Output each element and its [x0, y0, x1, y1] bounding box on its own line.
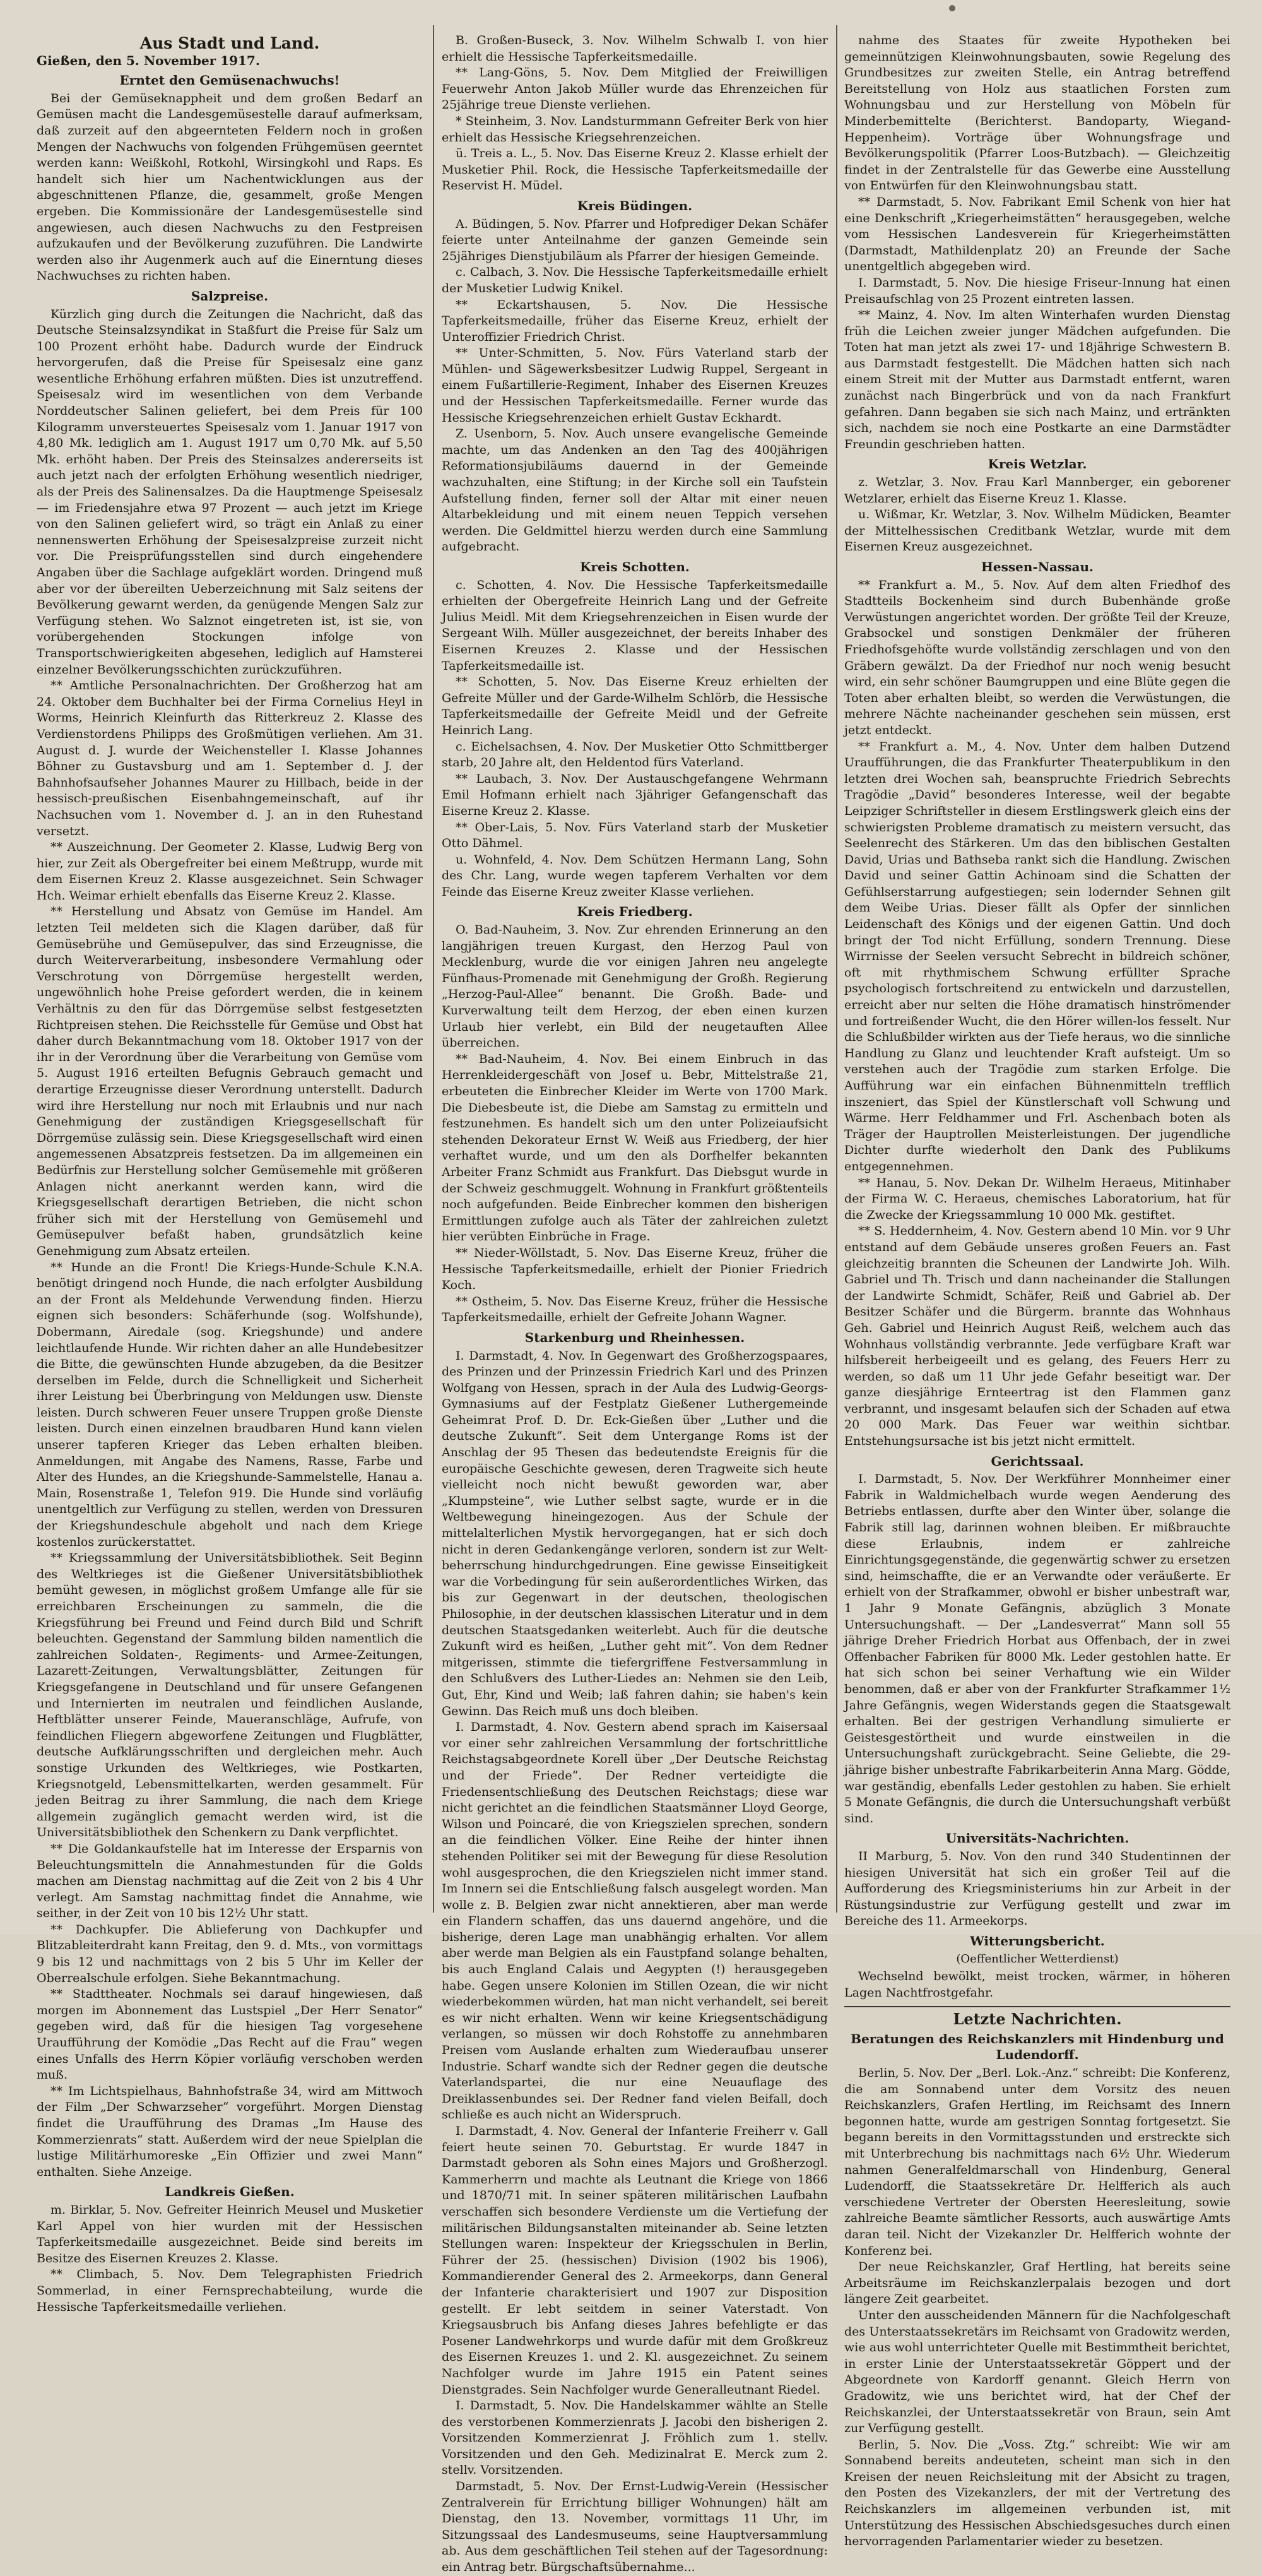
article-paragraph: ** Frankfurt a. M., 5. Nov. Auf dem alten Friedhof des Stadtteils Bockenheim sind durch Bubenhände große Verwüstungen angerichtet worden. Der größte Teil der Kreuze, Grabsockel und sonstigen Denkmäler der früheren Friedhofsgehöfte wurde vollständig zerschlagen und von den Gräbern gewälzt. Da der Friedhof nur noch wenig besucht wird, ein sehr schöner Baumgruppen und eine Blüte gegen die Toten aber erhalten bleibt, so werden die Verwüstungen, die mehrere Nächte nacheinander geschehen sein müssen, erst jetzt entdeckt.	[844, 578, 1230, 737]
article-paragraph: ** Auszeichnung. Der Geometer 2. Klasse, Ludwig Berg von hier, zur Zeit als Obergefreiter bei einem Meßtrupp, wurde mit dem Eisernen Kreuz 2. Klasse ausgezeichnet. Sein Schwager Hch. Weimar erhielt ebenfalls das Eiserne Kreuz 2. Klasse.	[37, 840, 423, 903]
article-paragraph: I. Darmstadt, 5. Nov. Die Handelskammer wählte an Stelle des verstorbenen Kommerzienrats J. Jacobi den bisherigen 2. Vorsitzenden Kommerzienrat J. Fröhlich zum 1. stellv. Vorsitzenden und den Geh. Medizinalrat E. Merck zum 2. stellv. Vorsitzenden.	[442, 2399, 828, 2478]
article-paragraph: ** Nieder-Wöllstadt, 5. Nov. Das Eiserne Kreuz, früher die Hessische Tapferkeitsmedaille, erhielt der Pionier Friedrich Koch.	[442, 1245, 828, 1293]
article-paragraph: ** Climbach, 5. Nov. Dem Telegraphisten Friedrich Sommerlad, in einer Fernsprechabteilung, wurde die Hessische Tapferkeitsmedaille verliehen.	[37, 2267, 423, 2314]
column-right	[844, 33, 1230, 2549]
article-paragraph: I. Darmstadt, 5. Nov. Die hiesige Friseur-Innung hat einen Preisaufschlag von 25 Prozent eintreten lassen.	[844, 275, 1230, 306]
section-title: Aus Stadt und Land.	[139, 34, 320, 52]
article-paragraph: A. Büdingen, 5. Nov. Pfarrer und Hofprediger Dekan Schäfer feierte unter Anteilnahme der ganzen Gemeinde sein 25jähriges Dienstjubiläum als Pfarrer der hiesigen Gemeinde.	[442, 217, 828, 263]
article-heading: Kreis Büdingen.	[577, 198, 693, 213]
article-paragraph: * Steinheim, 3. Nov. Landsturmmann Gefreiter Berk von hier erhielt das Hessische Kriegsehrenzeichen.	[442, 114, 828, 145]
article-paragraph: ** Darmstadt, 5. Nov. Fabrikant Emil Schenk von hier hat eine Denkschrift „Kriegerheimstätten“ herausgegeben, welche vom Hessischen Landesverein für Kriegerheimstätten (Darmstadt, Mathildenplatz 20) an Freunde der Sache unentgeltlich abgegeben wird.	[844, 194, 1230, 274]
column-rule	[433, 25, 434, 1913]
article-paragraph: I. Darmstadt, 4. Nov. Gestern abend sprach im Kaisersaal vor einer sehr zahlreichen Versammlung der fortschrittliche Reichstagsabgeordnete Korell über „Der Deutsche Reichstag und der Friede“. Der Redner verteidigte die Friedensentschließung des Deutschen Reichstags; diese war nicht gerichtet an die feindlichen Staatsmänner Lloyd George, Wilson und Poincaré, die von Kriegszielen sprechen, sondern an die feindlichen Völker. Eine Reihe der hinter ihnen stehenden Politiker sei mit der Bewegung für diese Resolution wohl ausgesprochen, die den Kriegszielen nicht immer stand. Im Innern sei die Entschließung falsch ausgelegt worden. Man wolle z. B. Belgien zwar nicht annektieren, aber man werde ein Flandern schaffen, das uns dauernd angehöre, und die bisherige, deren Lage man unabhängig erhalten. Vor allem aber werde man Belgien als ein Faustpfand solange behalten, bis auch England Calais und Aegypten (!) herausgegeben habe. Gegen unsere Kolonien im Stillen Ozean, die wir nicht wiederbekommen würden, hat man nicht verhandelt, sei bereit es wir nicht erhalten. Wenn wir keine Kriegsentschädigung verlangen, so müssen wir doch Rohstoffe zu annehmbaren Preisen vom Auslande erhalten zum Wiederaufbau unserer Industrie. Scharf wandte sich der Redner gegen die deutsche Vaterlandspartei, die nur eine Neuauflage des Dreiklassenbundes sei. Der Redner fand vielen Beifall, doch schließe es auch nicht an Widerspruch.	[442, 1720, 828, 2122]
article-subheading: (Oeffentlicher Wetterdienst)	[956, 1952, 1119, 1966]
article-paragraph: ** Ostheim, 5. Nov. Das Eiserne Kreuz, früher die Hessische Tapferkeitsmedaille, erhielt der Gefreite Johann Wagner.	[442, 1294, 828, 1325]
article-paragraph: Unter den ausscheidenden Männern für die Nachfolgeschaft des Unterstaatssekretärs im Reichsamt von Gradowitz werden, wie aus wohl unterrichteter Quelle mit Bestimmtheit berichtet, in erster Linie der Unterstaatssekretär Göppert und der Abgeordnete von Kardorff genannt. Gleich Herrn von Gradowitz, wie uns berichtet wird, hat der Chef der Reichskanzlei, der Unterstaatssekretär von Braun, sein Amt zur Verfügung gestellt.	[844, 2308, 1230, 2436]
article-paragraph: ** Hunde an die Front! Die Kriegs-Hunde-Schule K.N.A. benötigt dringend noch Hunde, die nach erfolgter Ausbildung an der Front als Meldehunde Verwendung finden. Hierzu eignen sich besonders: Schäferhunde (sog. Wolfshunde), Dobermann, Airedale (sog. Kriegshunde) und andere leichtlaufende Hunde. Wir richten daher an alle Hundebesitzer die Bitte, die gewünschten Hunde abzugeben, da die Besitzer derselben im Felde, durch die Schnelligkeit und Sicherheit ihrer Leistung bei Überbringung von Meldungen usw. Dienste leisten. Durch schweren Feuer unsere Truppen große Dienste leisten. Durch einen einzelnen braudbaren Hund kann vielen unserer tapferen Krieger das Leben erhalten bleiben. Anmeldungen, mit Angabe des Namens, Rasse, Farbe und Alter des Hundes, an die Kriegshunde-Sammelstelle, Hanau a. Main, Rosenstraße 1, Telefon 919. Die Hunde sind vorläufig unentgeltlich zur Verfügung zu stellen, werden von Dressuren der Kriegshundeschule abgeholt und nach dem Kriege kostenlos zurückerstattet.	[37, 1260, 423, 1549]
article-paragraph: B. Großen-Buseck, 3. Nov. Wilhelm Schwalb I. von hier erhielt die Hessische Tapferkeitsmedaille.	[442, 33, 828, 64]
article-paragraph: I. Darmstadt, 4. Nov. In Gegenwart des Großherzogspaares, des Prinzen und der Prinzessin Friedrich Karl und des Prinzen Wolfgang von Hessen, sprach in der Aula des Ludwig-Georgs-Gymnasiums auf der Festplatz Gießener Luthergemeinde Geheimrat Prof. D. Dr. Eck-Gießen über „Luther und die deutsche Zukunft“. Seit dem Untergange Roms ist der Anschlag der 95 Thesen das bedeutendste Ereignis für die europäische Geschichte gewesen, deren Tragweite sich heute vielleicht noch nicht bewußt geworden war, aber „Klumpsteine“, wie Luther selbst sagte, wurde er in die Weltbewegung hineingezogen. Aus der Schule der mittelalterlichen Mystik hervorgegangen, hat er sich doch nicht in deren Gedankengänge verloren, sondern ist zur Welt-beherrschung hindurchgedrungen. Eine gewisse Einseitigkeit war die Vorbedingung für sein außerordentliches Wirken, das bis zur Gegenwart in der deutschen, theologischen Philosophie, in der deutschen klassischen Literatur und in dem deutschen Staatsgedanken weiterlebt. Auch für die deutsche Zukunft wird es heißen, „Luther geht mit“. Von dem Redner mitgerissen, stimmte die tiefergriffene Festversammlung in den Schlußvers des Luther-Liedes an: Nehmen sie den Leib, Gut, Ehr, Kind und Weib; laß fahren dahin; sie haben's kein Gewinn. Das Reich muß uns doch bleiben.	[442, 1348, 828, 1718]
article-paragraph: I. Darmstadt, 5. Nov. Der Werkführer Monnheimer einer Fabrik in Waldmichelbach wurde wegen Aenderung des Betriebs entlassen, durfte aber den Winter über, solange die Fabrik still lag, darinnen wohnen bleiben. Er mißbrauchte diese Erlaubnis, indem er zahlreiche Einrichtungsgegenstände, die gegenwärtig schwer zu ersetzen sind, heimschaffte, die er an Verwandte oder veräußerte. Er erhielt von der Strafkammer, obwohl er bisher unbestraft war, 1 Jahr 9 Monate Gefängnis, abzüglich 3 Monate Untersuchungshaft. — Der „Landesverrat“ Mann soll 55 jährige Dreher Friedrich Horbat aus Offenbach, der in zwei Offenbacher Fabriken für 8000 Mk. Leder gestohlen hatte. Er hat sich schon bei seiner Verhaftung wie ein Wilder benommen, daß er aber von der Frankfurter Strafkammer 1½ Jahre Gefängnis, wegen Widerstands gegen die Staatsgewalt erhalten. Bei der gestrigen Verhandlung simulierte er Geistesgestörtheit und wurde einstweilen in die Untersuchungshaft zurückgebracht. Seine Geliebte, die 29-jährige bisher unbestrafte Fabrikarbeiterin Anna Marg. Gödde, war geständig, ebenfalls Leder gestohlen zu haben. Sie erhielt 5 Monate Gefängnis, die durch die Untersuchungshaft verbüßt sind.	[844, 1472, 1230, 1825]
article-paragraph: ** Ober-Lais, 5. Nov. Fürs Vaterland starb der Musketier Otto Dähmel.	[442, 820, 828, 851]
article-paragraph: II Marburg, 5. Nov. Von den rund 340 Studentinnen der hiesigen Universität hat sich ein großer Teil auf die Aufforderung des Kriegsministeriums hin zur Arbeit in der Rüstungsindustrie zur Verfügung gestellt und zwar im Bereiche des 11. Armeekorps.	[844, 1849, 1230, 1928]
article-paragraph: O. Bad-Nauheim, 3. Nov. Zur ehrenden Erinnerung an den langjährigen treuen Kurgast, den Herzog Paul von Mecklenburg, wurde die vor einigen Jahren neu angelegte Fünfhaus-Promenade mit Genehmigung der Großh. Regierung „Herzog-Paul-Allee“ benannt. Die Großh. Bade- und Kurverwaltung teilt dem Herzog, der eben einen kurzen Urlaub hier verlebt, ein Bild der neugetauften Allee überreichen.	[442, 923, 828, 1050]
column-left	[37, 33, 423, 2314]
article-paragraph: ** Mainz, 4. Nov. Im alten Winterhafen wurden Dienstag früh die Leichen zweier junger Mädchen aufgefunden. Die Toten hat man jetzt als zwei 17- und 18jährige Schwestern B. aus Darmstadt festgestellt. Die Mädchen hatten sich nach einem Streit mit der Mutter aus Darmstadt entfernt, waren zunächst nach Bingerbrück und von da nach Frankfurt gefahren. Dann begaben sie sich nach Mainz, und ertränkten sich, nachdem sie noch eine Postkarte an eine Darmstädter Freundin geschrieben hatten.	[844, 308, 1230, 451]
column-rule	[836, 25, 837, 1913]
article-paragraph: ** Kriegssammlung der Universitätsbibliothek. Seit Beginn des Weltkrieges ist die Gießener Universitätsbibliothek bemüht gewesen, in möglichst großem Umfange alle für sie erreichbaren Erscheinungen zu sammeln, die die Kriegsführung bei Freund und Feind durch Bild und Schrift beleuchten. Gegenstand der Sammlung bilden namentlich die zahlreichen Soldaten-, Regiments- und Armee-Zeitungen, Lazarett-Zeitungen, Verwaltungsblätter, Zeitungen für Kriegsgefangene in Deutschland und für unsere Gefangenen und Internierten im neutralen und feindlichen Auslande, Heftblätter unserer Feinde, Maueranschläge, Aufrufe, von feindlichen Fliegern abgeworfene Zeitungen und Flugblätter, deutsche Aufklärungsschriften und dergleichen mehr. Auch sonstige Urkunden des Weltkrieges, wie Postkarten, Kriegsnotgeld, Lebensmittelkarten, werden gesammelt. Für jeden Beitrag zu ihrer Sammlung, die nach dem Kriege allgemein zugänglich gemacht werden wird, ist die Universitätsbibliothek den Schenkern zu Dank verpflichtet.	[37, 1551, 423, 1840]
article-paragraph: Der neue Reichskanzler, Graf Hertling, hat bereits seine Arbeitsräume im Reichskanzlerpalais bezogen und dort längere Zeit gearbeitet.	[844, 2260, 1230, 2306]
article-paragraph: ** S. Heddernheim, 4. Nov. Gestern abend 10 Min. vor 9 Uhr entstand auf dem Gebäude unseres großen Feuers an. Fast gleichzeitig brannten die Scheunen der Landwirte Joh. Wilh. Gabriel und Th. Trisch und dann nacheinander die Stallungen der Landwirte Schmidt, Schäfer, Reiß und Gabriel ab. Der Besitzer Schäfer und die Bürgerm. brannte das Wohnhaus Geh. Gabriel und Heinrich August Reiß, welchem auch das Wohnhaus vollständig verbrannte. Jede verfügbare Kraft war hilfsbereit herbeigeeilt und es gelang, des Feuers Herr zu werden, so daß um 11 Uhr jede Gefahr beseitigt war. Der ganze diesjährige Ernteertrag ist den Flammen ganz verbrannt, und insgesamt belaufen sich der Schaden auf etwa 20 000 Mark. Das Feuer war weithin sichtbar. Entstehungsursache ist bis jetzt nicht ermittelt.	[844, 1224, 1230, 1449]
article-paragraph: ** Dachkupfer. Die Ablieferung von Dachkupfer und Blitzableiterdraht kann Freitag, den 9. d. Mts., von vormittags 9 bis 12 und nachmittags von 2 bis 5 Uhr im Keller der Oberrealschule erfolgen. Siehe Bekanntmachung.	[37, 1922, 423, 1985]
article-heading: Salzpreise.	[191, 288, 269, 304]
article-paragraph: Z. Usenborn, 5. Nov. Auch unsere evangelische Gemeinde machte, um das Andenken an den Tag des 400jährigen Reformationsjubiläums dauernd in der Gemeinde wachzuhalten, eine Stiftung; in der Kirche soll ein Taufstein Aufstellung finden, ferner soll der Altar mit einer neuen Altarbekleidung und mit einem neuen Teppich versehen werden. Die Geldmittel hierzu werden durch eine Sammlung aufgebracht.	[442, 427, 828, 554]
article-paragraph: nahme des Staates für zweite Hypotheken bei gemeinnützigen Kleinwohnungsbauten, sowie Regelung des Grundbesitzes zur zweiten Stelle, ein Antrag betreffend Bereitstellung von Holz aus staatlichen Forsten zum Wohnungsbau und zur Herstellung von Möbeln für Minderbemittelte (Berichterst. Bandoparty, Wiegand-Heppenheim). Vorträge über Wohnungsfrage und Bevölkerungspolitik (Pfarrer Loos-Butzbach). — Gleichzeitig findet in der Zentralstelle für das Gewerbe eine Ausstellung von Entwürfen für den Kleinwohnungsbau statt.	[844, 33, 1230, 193]
article-paragraph: ** Bad-Nauheim, 4. Nov. Bei einem Einbruch in das Herrenkleidergeschäft von Josef u. Bebr, Mittelstraße 21, erbeuteten die Einbrecher Kleider im Werte von 1700 Mark. Die Diebesbeute ist, die Diebe am Samstag zu ermitteln und festzunehmen. Es handelt sich um den unter Polizeiaufsicht stehenden Dekorateur Ernst W. Weiß aus Friedberg, der hier verhaftet wurde, und um den als Dorfhelfer bekannten Arbeiter Franz Schmidt aus Frankfurt. Das Diebsgut wurde in der Schweiz geschmuggelt. Wohnung in Frankfurt größtenteils noch aufgefunden. Beide Einbrecher kommen den bisherigen Ermittlungen zufolge auch als Täter der zahlreichen zuletzt hier verübten Einbrüche in Frage.	[442, 1052, 828, 1244]
article-paragraph: ** Frankfurt a. M., 4. Nov. Unter dem halben Dutzend Uraufführungen, die das Frankfurter Theaterpublikum in den letzten drei Wochen sah, beanspruchte Friedrich Sebrechts Tragödie „David“ besonderes Interesse, weil der begabte Leipziger Schriftsteller in diesem Erstlingswerk gleich eins der schwierigsten Probleme dramatisch zu meistern versucht, das Seelenrecht des Stärkeren. Um das den biblischen Gestalten David, Urias und Bathseba rankt sich die Handlung. Zwischen David und seiner Gattin Achinoam sind die Schatten der Gefühlserstarrung aufgestiegen; sein lodernder Sehnen gilt dem Weibe Urias. Dieser fällt als Opfer der sinnlichen Leidenschaft des Königs und der eigenen Gattin. Und doch bringt der Tod nicht Erfüllung, sondern Trennung. Diese Wirrnisse der Seelen versucht Sebrecht in bildreich schöner, oft mit rhythmischem Schwung erfüllter Sprache psychologisch fortschreitend zu entwickeln und darzustellen, erreicht aber nur selten die Höhe dramatisch hinströmender und fortreißender Wucht, die den Hörer willen-los fesselt. Nur die Schlußbilder wirkten aus der Tiefe heraus, wo die sinnliche Handlung zu Glanz und leuchtender Kraft aufsteigt. Um so verstehen auch der Tragödie zum starken Erfolge. Die Aufführung war ein einfachen Bühnenmitteln trefflich inszeniert, das Spiel der Künstlerschaft voll Schwung und Wärme. Herr Feldhammer und Frl. Aschenbach boten als Träger der Hauptrollen Meisterleistungen. Der jugendliche Dichter durfte wiederholt den Dank des Publikums entgegennehmen.	[844, 739, 1230, 1173]
article-paragraph: z. Wetzlar, 3. Nov. Frau Karl Mannberger, ein geborener Wetzlarer, erhielt das Eiserne Kreuz 1. Klasse.	[844, 475, 1230, 506]
article-heading: Beratungen des Reichskanzlers mit Hindenburg und Ludendorff.	[851, 2031, 1224, 2063]
article-paragraph: c. Eichelsachsen, 4. Nov. Der Musketier Otto Schmittberger starb, 20 Jahre alt, den Heldentod fürs Vaterland.	[442, 739, 828, 770]
print-mark	[949, 5, 955, 11]
article-heading: Gerichtssaal.	[991, 1453, 1084, 1469]
article-paragraph: c. Schotten, 4. Nov. Die Hessische Tapferkeitsmedaille erhielten der Obergefreite Heinrich Lang und der Gefreite Julius Meidl. Mit dem Kriegsehrenzeichen in Eisen wurde der Sergeant Wilh. Müller ausgezeichnet, der bereits Inhaber des Eisernen Kreuzes 2. Klasse und der Hessischen Tapferkeitsmedaille ist.	[442, 578, 828, 673]
article-heading: Starkenburg und Rheinhessen.	[524, 1329, 745, 1345]
article-paragraph: Berlin, 5. Nov. Der „Berl. Lok.-Anz.“ schreibt: Die Konferenz, die am Sonnabend unter dem Vorsitz des neuen Reichskanzlers, Grafen Hertling, im Reichsamt des Innern begonnen hatte, wurde am gestrigen Sonntag fortgesetzt. Sie begann bereits in den Vormittagsstunden und erstreckte sich mit Unterbrechung bis nachmittags nach 6½ Uhr. Wiederum nahmen Generalfeldmarschall von Hindenburg, General Ludendorff, die Staatssekretäre Dr. Helfferich als auch verschiedene Vertreter der Obersten Heeresleitung, sowie zahlreiche Beamte sämtlicher Ressorts, auch auswärtige Amts daran teil. Nicht der Vizekanzler Dr. Helfferich wohnte der Konferenz bei.	[844, 2066, 1230, 2258]
article-paragraph: ** Amtliche Personalnachrichten. Der Großherzog hat am 24. Oktober dem Buchhalter bei der Firma Cornelius Heyl in Worms, Heinrich Kleinfurth das Ritterkreuz 2. Klasse des Verdienstordens Philipps des Großmütigen verliehen. Am 31. August d. J. wurde der Weichensteller I. Klasse Johannes Böhner zu Gustavsburg und am 1. September d. J. der Bahnhofsaufseher Johannes Maurer zu Hillbach, beide in der hessisch-preußischen Eisenbahngemeinschaft, auf ihr Nachsuchen vom 1. November d. J. an in den Ruhestand versetzt.	[37, 679, 423, 838]
article-paragraph: Berlin, 5. Nov. Die „Voss. Ztg.“ schreibt: Wie wir am Sonnabend bereits andeuteten, scheint man sich in den Kreisen der neuen Reichsleitung mit der Absicht zu tragen, den Posten des Vizekanzlers, der mit der Vertretung des Reichskanzlers im allgemeinen verbunden ist, mit Unterstützung des Hessischen Abschiedsgesuches durch einen hervorragenden Parlamentarier wieder zu besetzen.	[844, 2437, 1230, 2549]
article-paragraph: I. Darmstadt, 4. Nov. General der Infanterie Freiherr v. Gall feiert heute seinen 70. Geburtstag. Er wurde 1847 in Darmstadt geboren als Sohn eines Majors und Großherzogl. Kammerherrn und machte als Leutnant die Kriege von 1866 und 1870/71 mit. In seiner späteren militärischen Laufbahn verschaffen sich besondere Verdienste um die Vertiefung der militärischen Bildungsanstalten miteinander ab. Seine letzten Stellungen waren: Inspekteur der Kriegsschulen in Berlin, Führer der 25. (hessischen) Division (1902 bis 1906), Kommandierender General des 2. Armeekorps, dann General der Infanterie charakterisiert und 1907 zur Disposition gestellt. Er lebt seitdem in seiner Vaterstadt. Von Kriegsausbruch bis Anfang dieses Jahres befehligte er das Posener Landwehrkorps und wurde dafür mit dem Großkreuz des Eisernen Kreuzes 1. und 2. Kl. ausgezeichnet. Zu seinem Nachfolger wurde im Jahre 1915 ein Patent seines Dienstgrades. Sein Nachfolger wurde Generalleutnant Riedel.	[442, 2124, 828, 2397]
article-heading: Hessen-Nassau.	[981, 559, 1094, 574]
article-paragraph: ** Eckartshausen, 5. Nov. Die Hessische Tapferkeitsmedaille, früher das Eiserne Kreuz, erhielt der Unteroffizier Friedrich Christ.	[442, 297, 828, 344]
article-paragraph: ** Laubach, 3. Nov. Der Austauschgefangene Wehrmann Emil Hofmann erhielt nach 3jähriger Gefangenschaft das Eiserne Kreuz 2. Klasse.	[442, 771, 828, 818]
article-paragraph: ** Stadttheater. Nochmals sei darauf hingewiesen, daß morgen im Abonnement das Lustspiel „Der Herr Senator“ gegeben wird, daß für die hiesigen Tag vorgesehene Uraufführung der Komödie „Das Recht auf die Frau“ wegen eines Unfalls des Herrn Köpier vorläufig verschoben werden muß.	[37, 1987, 423, 2082]
article-heading: Kreis Schotten.	[580, 559, 690, 574]
article-paragraph: ** Herstellung und Absatz von Gemüse im Handel. Am letzten Teil meldeten sich die Klagen darüber, daß für Gemüsebrühe und Gemüsepulver, das sind Erzeugnisse, die durch Weiterverarbeitung, insbesondere Vermahlung oder Verschrotung von Dörrgemüse hergestellt werden, ungewöhnlich hohe Preise gefordert werden, die in keinem Verhältnis zu den für das Dörrgemüse selbst festgesetzten Richtpreisen stehen. Die Reichsstelle für Gemüse und Obst hat daher durch Bekanntmachung vom 18. Oktober 1917 von der ihr in der Verordnung über die Verarbeitung von Gemüse vom 5. August 1916 erteilten Befugnis Gebrauch gemacht und derartige Erzeugnisse dieser Verordnung unterstellt. Dadurch wird ihre Herstellung nur noch mit Erlaubnis und nur nach Genehmigung der zuständigen Kriegsgesellschaft für Dörrgemüse zulässig sein. Diese Kriegsgesellschaft wird einen angemessenen Absatzpreis festsetzen. Da im allgemeinen ein Bedürfnis zur Herstellung solcher Gemüsemehle mit größeren Anlagen nicht anerkannt werden kann, wird die Kriegsgesellschaft derartigen Betrieben, die nicht schon früher sich mit der Herstellung von Gemüsemehl und Gemüsepulver befaßt haben, grundsätzlich keine Genehmigung zum Absatz erteilen.	[37, 905, 423, 1258]
article-paragraph: Darmstadt, 5. Nov. Der Ernst-Ludwig-Verein (Hessischer Zentralverein für Errichtung billiger Wohnungen) hält am Dienstag, den 13. November, vormittags 11 Uhr, im Sitzungssaal des Landesmuseums, seine Hauptversammlung ab. Aus dem geschäftlichen Teil stehen auf der Tagesordnung: ein Antrag betr. Bürgschaftsübernahme...	[442, 2479, 828, 2575]
article-paragraph: u. Wohnfeld, 4. Nov. Dem Schützen Hermann Lang, Sohn des Chr. Lang, wurde wegen tapferem Verhalten vor dem Feinde das Eiserne Kreuz zweiter Klasse verliehen.	[442, 852, 828, 899]
article-paragraph: ü. Treis a. L., 5. Nov. Das Eiserne Kreuz 2. Klasse erhielt der Musketier Phil. Rock, die Hessische Tapferkeitsmedaille der Reservist H. Müdel.	[442, 146, 828, 193]
article-paragraph: ** Im Lichtspielhaus, Bahnhofstraße 34, wird am Mittwoch der Film „Der Schwarzseher“ vorgeführt. Morgen Dienstag findet die Uraufführung des Dramas „Im Hause des Kommerzienrats“ statt. Außerdem wird der neue Spielplan die lustige Militärhumoreske „Ein Offizier und zwei Mann“ enthalten. Siehe Anzeige.	[37, 2084, 423, 2179]
article-paragraph: c. Calbach, 3. Nov. Die Hessische Tapferkeitsmedaille erhielt der Musketier Ludwig Knikel.	[442, 265, 828, 295]
article-paragraph: ** Unter-Schmitten, 5. Nov. Fürs Vaterland starb der Mühlen- und Sägewerksbesitzer Ludwig Ruppel, Sergeant in einem Fußartillerie-Regiment, Inhaber des Eisernen Kreuzes und der Hessischen Tapferkeitsmedaille. Ferner wurde das Hessische Kriegsehrenzeichen erhielt Gustav Eckhardt.	[442, 346, 828, 425]
article-paragraph: ** Hanau, 5. Nov. Dekan Dr. Wilhelm Heraeus, Mitinhaber der Firma W. C. Heraeus, chemisches Laboratorium, hat für die Zwecke der Kriegssammlung 10 000 Mk. gestiftet.	[844, 1175, 1230, 1222]
section-heading: Letzte Nachrichten.	[953, 2010, 1122, 2029]
article-paragraph: ** Lang-Göns, 5. Nov. Dem Mitglied der Freiwilligen Feuerwehr Anton Jakob Müller wurde das Ehrenzeichen für 25jährige treue Dienste verliehen.	[442, 66, 828, 112]
column-middle	[442, 33, 828, 2575]
article-heading: Witterungsbericht.	[970, 1933, 1105, 1949]
article-heading: Kreis Friedberg.	[577, 904, 693, 920]
article-paragraph: u. Wißmar, Kr. Wetzlar, 3. Nov. Wilhelm Müdicken, Beamter der Mittelhessischen Creditbank Wetzlar, wurde mit dem Eisernen Kreuz ausgezeichnet.	[844, 507, 1230, 554]
article-heading: Kreis Wetzlar.	[988, 456, 1087, 472]
dateline: Gießen, den 5. November 1917.	[37, 52, 260, 68]
article-heading: Landkreis Gießen.	[165, 2184, 295, 2200]
article-heading: Universitäts-Nachrichten.	[945, 1831, 1129, 1846]
article-paragraph: ** Schotten, 5. Nov. Das Eiserne Kreuz erhielten der Gefreite Müller und der Garde-Wilhelm Schlörb, die Hessische Tapferkeitsmedaille der Gefreite Meidl und der Gefreite Heinrich Lang.	[442, 675, 828, 737]
article-paragraph: Wechselnd bewölkt, meist trocken, wärmer, in höheren Lagen Nachtfrostgefahr.	[844, 1969, 1230, 2000]
section-divider	[844, 2006, 1230, 2007]
article-paragraph: Bei der Gemüseknappheit und dem großen Bedarf an Gemüsen macht die Landesgemüsestelle darauf aufmerksam, daß zurzeit auf den abgeernteten Feldern noch in großen Mengen der Nachwuchs von folgenden Frühgemüsen geerntet werden kann: Weißkohl, Rotkohl, Wirsingkohl und Raps. Es handelt sich hier um Nachentwicklungen aus der abgeschnittenen Pflanze, die, gesammelt, große Mengen ergeben. Die Kommissionäre der Landesgemüsestelle sind angewiesen, auch diesen Nachwuchs zu den Festpreisen aufzukaufen und der Bevölkerung zuzuführen. Die Landwirte werden also ihr Augenmerk auch auf die Einerntung dieses Nachwuchses zu richten haben.	[37, 91, 423, 283]
article-paragraph: Kürzlich ging durch die Zeitungen die Nachricht, daß das Deutsche Steinsalzsyndikat in Staßfurt die Preise für Salz um 100 Prozent erhöht habe. Dadurch wurde der Eindruck hervorgerufen, daß die Preise für Speisesalz eine ganz wesentliche Erhöhung erfahren müßten. Dies ist unzutreffend. Speisesalz wird im wesentlichen von dem Verbande Norddeutscher Salinen geliefert, bei dem Preis für 100 Kilogramm unversteuertes Speisesalz vom 1. Januar 1917 von 4,80 Mk. lediglich am 1. August 1917 um 0,70 Mk. auf 5,50 Mk. erhöht haben. Der Preis des Steinsalzes andererseits ist auch jetzt nach der erfolgten Erhöhung wesentlich niedriger, als der Preis des Salinensalzes. Da die Hauptmenge Speisesalz — im Friedensjahre etwa 97 Prozent — auch jetzt im Kriege von den Salinen geliefert wird, so trägt ein Anlaß zu einer nennenswerten Erhöhung der Speisesalzpreise zurzeit nicht vor. Die Preisprüfungsstellen sind durch eingehendere Angaben über die Sachlage aufgeklärt worden. Dringend muß aber vor der übereilten Ueberzeichnung mit Salz seitens der Bevölkerung gewarnt werden, da genügende Mengen Salz zur Verfügung stehen. Wo Salznot eingetreten ist, ist sie, von vorübergehenden Stockungen infolge von Transportschwierigkeiten abgesehen, lediglich auf Hamsterei einzelner Bevölkerungsschichten zurückzuführen.	[37, 307, 423, 677]
article-heading: Erntet den Gemüsenachwuchs!	[119, 73, 340, 88]
article-paragraph: ** Die Goldankaufstelle hat im Interesse der Ersparnis von Beleuchtungsmitteln die Annahmestunden für die Golds machen am Dienstag nachmittag auf die Zeit von 2 bis 4 Uhr verlegt. Am Samstag nachmittag findet die Annahme, wie seither, in der Zeit von 10 bis 12½ Uhr statt.	[37, 1841, 423, 1921]
article-paragraph: m. Birklar, 5. Nov. Gefreiter Heinrich Meusel und Musketier Karl Appel von hier wurden mit der Hessischen Tapferkeitsmedaille ausgezeichnet. Beide sind bereits im Besitze des Eisernen Kreuzes 2. Klasse.	[37, 2202, 423, 2265]
